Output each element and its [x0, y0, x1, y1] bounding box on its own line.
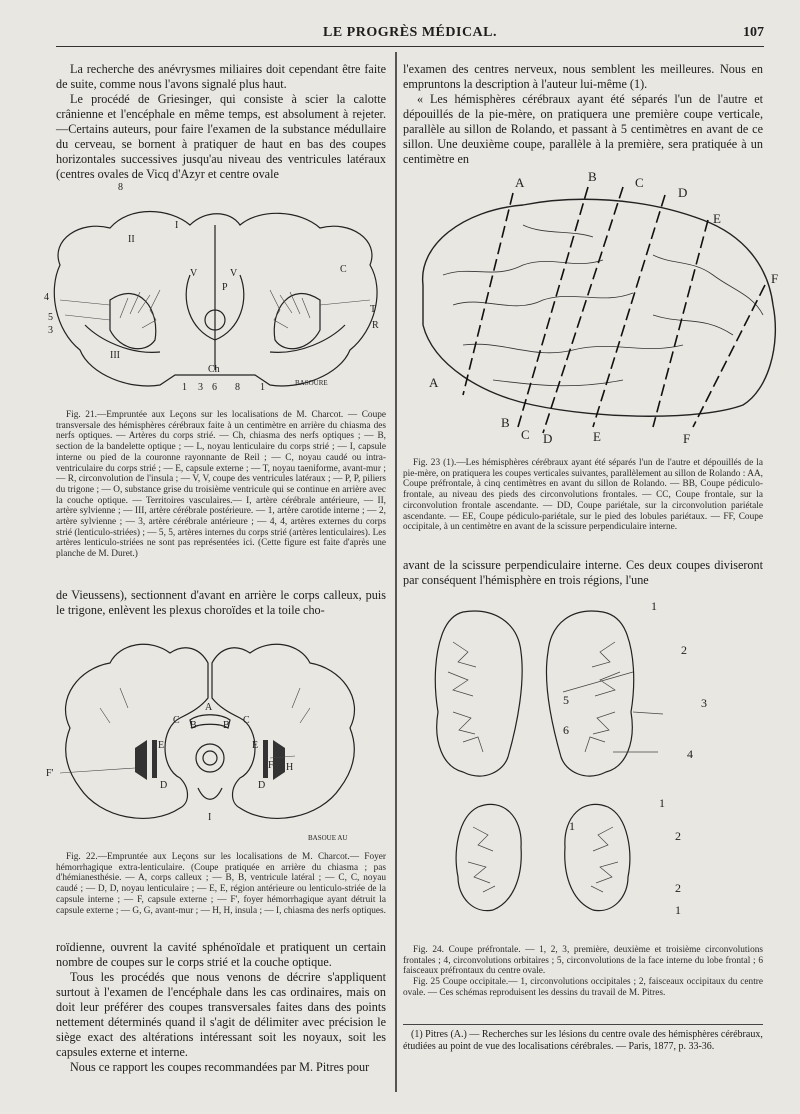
fig25-label: 1: [659, 796, 665, 810]
fig21-label: T: [370, 304, 377, 315]
paragraph: roïdienne, ouvrent la cavité sphénoïdale et pratiquent un certain nombre de coupes sur le corps strié et la couche optique.: [56, 940, 386, 969]
caption-text: Fig. 25 Coupe occipitale.— 1, circonvolutions occipitales ; 2, faisceaux occipitaux du centre ovale. — Ces schémas reproduisent les dessins du travail de M. Pitres.: [403, 977, 763, 998]
figure-23-caption: [403, 458, 763, 533]
fig21-label: 1: [182, 382, 187, 393]
fig23-label: D: [543, 431, 553, 446]
journal-title: LE PROGRÈS MÉDICAL.: [322, 25, 498, 40]
fig21-label: P: [222, 282, 228, 293]
fig23-label: F: [771, 271, 779, 286]
fig24-label: 2: [681, 643, 687, 657]
fig22-label: F': [46, 768, 54, 779]
footnote: [403, 1024, 763, 1053]
fig21-label: 8: [118, 182, 123, 193]
caption-text: Fig. 21.—Empruntée aux Leçons sur les localisations de M. Charcot. — Coupe transversale des hémisphères cérébraux faite à un centimètre en arrière du chiasma des nerfs optiques. — Artères du corps strié. — Ch, chiasma des nerfs optiques ; — B, section de la bandelette optique ; — L, noyau lenticulaire du corps strié ; — I, capsule interne ou pied de la couronne rayonnante de Reil ; — C, noyau caudé ou intra-ventriculaire du corps strié ; — E, capsule externe ; — T, noyau taeniforme, avant-mur ; — R, circonvolution de l'insula ; — V, V, coupe des ventricules latéraux ; — P, P, piliers du trigone ; — O, substance grise du troisième ventricule qui se continue en arrière avec la couche optique. — Territoires vasculaires.— I, artère cérébrale antérieure, — II, artère sylvienne ; — III, artère cérébrale postérieure. — 1, artère carotide interne ; — 2, artère sylvienne ; — 3, artère cérébrale antérieure ; — 4, 4, artères externes du corps strié (lenticulo-striées) ; — 5, 5, artères internes du corps strié (artères lenticulaires). Les artères lenticulo-striées ne sont pas représentées ici. (Cette figure est faite d'après une planche de M. Duret.): [56, 410, 386, 560]
figure-24-25-caption: [403, 945, 763, 999]
fig23-label: C: [521, 427, 530, 442]
fig24-label: 5: [563, 693, 569, 707]
fig25-label: 2: [675, 881, 681, 895]
fig22-label: B: [223, 720, 230, 731]
fig23-label: A: [515, 175, 525, 190]
fig23-label: E: [593, 429, 601, 444]
left-column-bottom: [56, 940, 386, 1075]
fig21-label: 4: [44, 292, 49, 303]
figure-24-25-coronal-sections: [403, 592, 763, 932]
fig23-label: A: [429, 375, 439, 390]
paragraph: l'examen des centres nerveux, nous semblent les meilleures. Nous en empruntons la description à l'auteur lui-même (1).: [403, 62, 763, 91]
fig21-label: 8: [235, 382, 240, 393]
fig25-label: 2: [675, 829, 681, 843]
paragraph: avant de la scissure perpendiculaire interne. Ces deux coupes diviseront par conséquent l'hémisphère en trois régions, l'une: [403, 558, 763, 587]
right-column-intro: [403, 62, 763, 167]
fig24-label: 3: [701, 696, 707, 710]
page-header: [56, 22, 764, 47]
fig22-label: E: [252, 740, 259, 751]
paragraph: Nous ce rapport les coupes recommandées par M. Pitres pour: [70, 1060, 370, 1074]
fig23-label: B: [501, 415, 510, 430]
fig22-label: H: [286, 762, 294, 773]
column-divider: [395, 52, 397, 1092]
paragraph: de Vieussens), sectionnent d'avant en arrière le corps calleux, puis le trigone, enlèvent les plexus choroïdes et la toile cho-: [56, 588, 386, 617]
figure-22-hemorrhage-section: [40, 628, 380, 848]
fig24-label: 1: [651, 599, 657, 613]
fig22-label: E: [158, 740, 165, 751]
fig22-label: C: [243, 715, 250, 726]
fig23-label: C: [635, 175, 644, 190]
caption-text: Fig. 23 (1).—Les hémisphères cérébraux ayant été séparés l'un de l'autre et dépouillés de la pie-mère, on pratiquera les coupes verticales suivantes, parallèlement au sillon de Rolando : AA, Coupe préfrontale, à cinq centimètres en avant du sillon de Rolando. — BB, Coupe pédiculo-frontale, au niveau des pieds des circonvolutions frontales. — CC, Coupe frontale, sur la circonvolution frontale ascendante. — DD, Coupe pariétale, sur la circonvolution pariétale ascendante. — EE, Coupe pédiculo-pariétale, sur le pied des lobules pariétaux. — FF, Coupe occipitale, à un centimètre en avant de la scissure perpendiculaire interne.: [403, 458, 763, 533]
fig22-label: A: [205, 702, 213, 713]
left-column-mid: [56, 588, 386, 618]
fig23-label: B: [588, 169, 597, 184]
fig21-label: III: [110, 350, 120, 361]
fig21-label: V: [230, 268, 238, 279]
fig21-label: 3: [48, 325, 53, 336]
page-number: 107: [743, 25, 764, 40]
fig21-label: II: [128, 234, 135, 245]
fig25-label: 1: [569, 819, 575, 833]
fig22-label: B: [190, 720, 197, 731]
figure-21-caption: [56, 410, 386, 560]
right-column-mid: [403, 558, 763, 588]
fig24-label: 4: [687, 747, 693, 761]
fig21-label: Ch: [208, 364, 220, 375]
paragraph: Tous les procédés que nous venons de décrire s'appliquent surtout à l'examen de l'encéphale dans les cas ordinaires, mais on doit leur préférer des coupes transversales faites dans des points nettement déterminés quand il s'agit de délimiter avec précision le siège exact des altérations intéressant soit les noyaux, soit les capsules externe et interne.: [56, 970, 386, 1059]
figure-22-caption: [56, 852, 386, 916]
fig21-label: V: [190, 268, 198, 279]
fig21-label: 5: [48, 312, 53, 323]
fig25-label: 1: [675, 903, 681, 917]
engraver-signature: BASOUE AU: [308, 834, 348, 842]
fig22-label: C: [173, 715, 180, 726]
fig21-label: 6: [212, 382, 217, 393]
fig22-label: D: [258, 780, 266, 791]
fig22-label: D: [160, 780, 168, 791]
fig24-label: 6: [563, 723, 569, 737]
fig21-label: C: [340, 264, 347, 275]
footnote-text: (1) Pitres (A.) — Recherches sur les lésions du centre ovale des hémisphères cérébraux, étudiées au point de vue des localisations cérébrales. — Paris, 1877, p. 33-36.: [403, 1029, 763, 1052]
caption-text: Fig. 24. Coupe préfrontale. — 1, 2, 3, première, deuxième et troisième circonvolutions frontales ; 4, circonvolutions orbitaires ; 5, circonvolutions de la face interne du lobe frontal ; 6 faisceaux préfrontaux du centre ovale.: [403, 945, 763, 977]
fig23-label: E: [713, 211, 721, 226]
fig21-label: 1: [260, 382, 265, 393]
engraver-signature: BASOURE: [295, 379, 328, 387]
fig23-label: D: [678, 185, 688, 200]
paragraph: « Les hémisphères cérébraux ayant été séparés l'un de l'autre et dépouillés de la pie-mère, on pratiquera une première coupe verticale, parallèle au sillon de Rolando, et passant à 5 centimètres en avant de ce sillon. Une deuxième coupe, parallèle à la première, sera pratiquée à un centimètre en: [403, 92, 763, 166]
fig21-label: R: [372, 320, 379, 331]
paragraph: Le procédé de Griesinger, qui consiste à scier la calotte crânienne et l'encéphale en même temps, est absolument à rejeter.—Certains auteurs, pour faire l'examen de la substance médullaire du cerveau, se bornent à pratiquer de haut en bas des coupes horizontales successives jusqu'au niveau des ventricules latéraux (centres ovales de Vicq d'Azyr et centre ovale: [56, 92, 386, 181]
figure-21-brain-section: [40, 180, 390, 400]
caption-text: Fig. 22.—Empruntée aux Leçons sur les localisations de M. Charcot.— Foyer hémorrhagique extra-lenticulaire. (Coupe pratiquée en arrière du chiasma ; pas d'hémianesthésie. — A, corps calleux ; — B, B, ventricule latéral ; — C, C, noyau caudé ; — D, D, noyau lenticulaire ; — E, E, région antérieure ou lenticulo-striée de la capsule interne ; — F, capsule externe ; — F', foyer hémorrhagique ayant détruit la capsule externe ; — G, G, avant-mur ; — H, H, insula ; — I, chiasma des nerfs optiques.: [56, 852, 386, 916]
fig23-label: F: [683, 431, 691, 446]
paragraph: La recherche des anévrysmes miliaires doit cependant être faite de suite, comme nous l'avons signalé plus haut.: [56, 62, 386, 91]
fig21-label: 3: [198, 382, 203, 393]
fig22-label: F: [268, 760, 274, 771]
fig21-label: I: [175, 220, 179, 231]
figure-23-hemisphere-sections: [403, 165, 788, 455]
fig22-label: I: [208, 812, 212, 823]
left-column-intro: [56, 62, 386, 182]
